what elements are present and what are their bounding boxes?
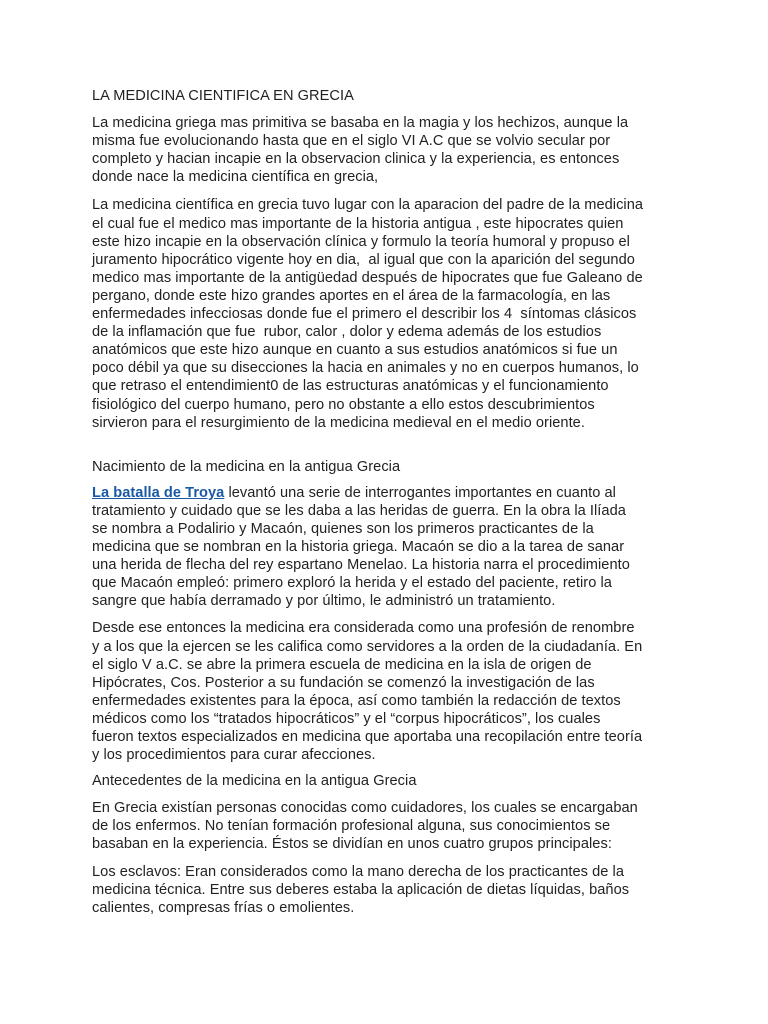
paragraph-troya — [92, 484, 682, 611]
section-heading-nacimiento: Nacimiento de la medicina en la antigua Grecia — [92, 458, 401, 475]
paragraph-troya-text: levantó una serie de interrogantes importantes en cuanto al tratamiento y cuidado que se les daba a las heridas de guerra. En la obra la Ilíada se nombra a Podalirio y Macaón, quienes son los primeros practicantes de la medicina que se nombran en la historia griega. Macaón se dio a la tarea de sanar una herida de flecha del rey espartano Menelao. La historia narra el procedimiento que Macaón empleó: primero exploró la herida y el estado del paciente, retiro la sangre que había derramado y por último, le administró un tratamiento. — [92, 484, 630, 610]
paragraph-cuidadores: En Grecia existían personas conocidas como cuidadores, los cuales se encargaban de los enfermos. No tenían formación profesional alguna, sus conocimientos se basaban en la experiencia. Éstos se dividían en unos cuatro grupos principales: — [92, 800, 638, 853]
document-page — [92, 87, 682, 917]
link-batalla-de-troya[interactable]: La batalla de Troya — [92, 484, 225, 501]
paragraph-intro: La medicina griega mas primitiva se basaba en la magia y los hechizos, aunque la misma fue evolucionando hasta que en el siglo VI A.C que se volvio secular por completo y hacian incapie en la observacion clinica y la experiencia, es entonces donde nace la medicina científica en grecia, — [92, 115, 629, 186]
paragraph-escuela-cos: Desde ese entonces la medicina era considerada como una profesión de renombre y a los que la ejercen se les califica como servidores a la orden de la ciudadanía. En el siglo V a.C. se abre la primera escuela de medicina en la isla de origen de Hipócrates, Cos. Posterior a su fundación se comenzó la investigación de las enfermedades existentes para la época, así como también la redacción de textos médicos como los “tratados hipocráticos” y el “corpus hipocráticos”, los cuales fueron textos especializados en medicina que aportaba una recopilación entre teoría y los procedimientos para curar afecciones. — [92, 620, 643, 764]
section-heading-antecedentes: Antecedentes de la medicina en la antigua Grecia — [92, 773, 417, 790]
paragraph-esclavos: Los esclavos: Eran considerados como la mano derecha de los practicantes de la medicina técnica. Entre sus deberes estaba la aplicación de dietas líquidas, baños calientes, compresas frías o emolientes. — [92, 863, 630, 916]
paragraph-hipocrates: La medicina científica en grecia tuvo lugar con la aparacion del padre de la medicina el cual fue el medico mas importante de la historia antigua , este hipocrates quien este hizo incapie en la observación clínica y formulo la teoría humoral y propuso el juramento hipocrático vigente hoy en dia, al igual que con la aparición del segundo medico mas importante de la antigüedad después de hipocrates que fue Galeano de pergano, donde este hizo grandes aportes en el área de la farmacología, en las enfermedades infecciosas donde fue el primero el describir los 4 síntomas clásicos de la inflamación que fue rubor, calor , dolor y edema además de los estudios anatómicos que este hizo aunque en cuanto a sus estudios anatómicos si fue un poco débil ya que su disecciones la hacia en animales y no en cuerpos humanos, lo que retraso el entendimient0 de las estructuras anatómicas y el funcionamiento fisiológico del cuerpo humano, pero no obstante a ello estos descubrimientos sirvieron para el resurgimiento de la medicina medieval en el medio oriente. — [92, 197, 644, 431]
document-title: LA MEDICINA CIENTIFICA EN GRECIA — [92, 88, 354, 104]
